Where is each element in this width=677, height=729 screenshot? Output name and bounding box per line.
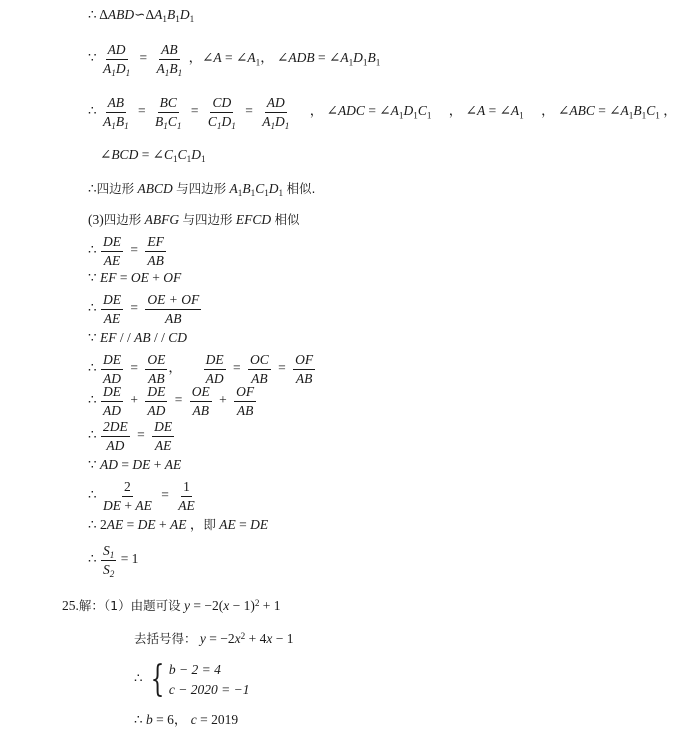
q25-line-1: 25.解：（1）由题可设 $y = -2(x - 1)^2 + 1$ [62,597,281,613]
q25-line-2: 去括号得： $y = -2x^2 + 4x - 1$ [134,630,294,646]
line-2de-ad: ∴ $\frac{2DE}{AD}$ = $\frac{DE}{AE}$ [88,419,173,453]
line-area-ratio: ∴ $\frac{S_1}{S_2}$ = 1 [88,543,139,579]
line-de-ae-ef-ab: ∴ $\frac{DE}{AE}$ = $\frac{EF}{AB}$ [88,234,164,268]
line-similar-triangles: ∴ $\Delta ABD∽\Delta A_1B_1D_1$ [88,7,195,25]
line-2-over-sum: ∴ $\frac{2}{DE + AE}$ = $\frac{1}{AE}$ [88,479,195,513]
line-part3-heading: (3)四边形 ABFG 与四边形 EFCD 相似 [88,212,300,227]
line-parallel: ∵ EF / / AB / / CD [88,330,188,345]
line-de-ae-sum: ∴ $\frac{DE}{AE}$ = $\frac{OE + OF}{AB}$ [88,292,200,326]
line-ae-equals-de: ∴ 2AE = DE + AE ，即 AE = DE [88,517,269,532]
line-because-ratio-angles: ∵ $\frac{AD}{A_1D_1}$ = $\frac{AB}{A_1B_1}$ ，∠A = $\angle A_1$， ∠ADB = $\angle A_1D_1B_1$ [88,42,381,78]
q25-system: ∴ { b − 2 = 4 c − 2020 = −1 [134,658,250,700]
q25-result: ∴ b = 6， c = 2019 [134,712,239,727]
line-ratio-sum: ∴ $\frac{DE}{AD}$ + $\frac{DE}{AD}$ = $\frac{OE}{AB}$ + $\frac{OF}{AB}$ [88,384,255,418]
line-ef-sum: ∵ EF = OE + OF [88,270,182,285]
line-angle-bcd: ∠BCD = $\angle C_1C_1D_1$ [100,147,206,165]
line-parallel-ratios: ∴ $\frac{DE}{AD}$ = $\frac{OE}{AB}$ ， $\frac{DE}{AD}$ = $\frac{OC}{AB}$ = $\frac{OF}{AB}$ [88,352,314,386]
line-ad-sum: ∵ AD = DE + AE [88,457,182,472]
line-quadrilateral-similar: ∴四边形 ABCD 与四边形 $A_1B_1C_1D_1$ 相似. [88,181,316,199]
line-therefore-ratios-angles: ∴ $\frac{AB}{A_1B_1}$ = $\frac{BC}{B_1C_1}$ = $\frac{CD}{C_1D_1}$ = $\frac{AD}{A_1D_1}$ ， ∠ADC = $\angle A_1D_1C_1$ ， ∠A = $\angle A_1$ ， ∠ABC = $\angle A_1B_1C_1$ ， [88,95,677,131]
